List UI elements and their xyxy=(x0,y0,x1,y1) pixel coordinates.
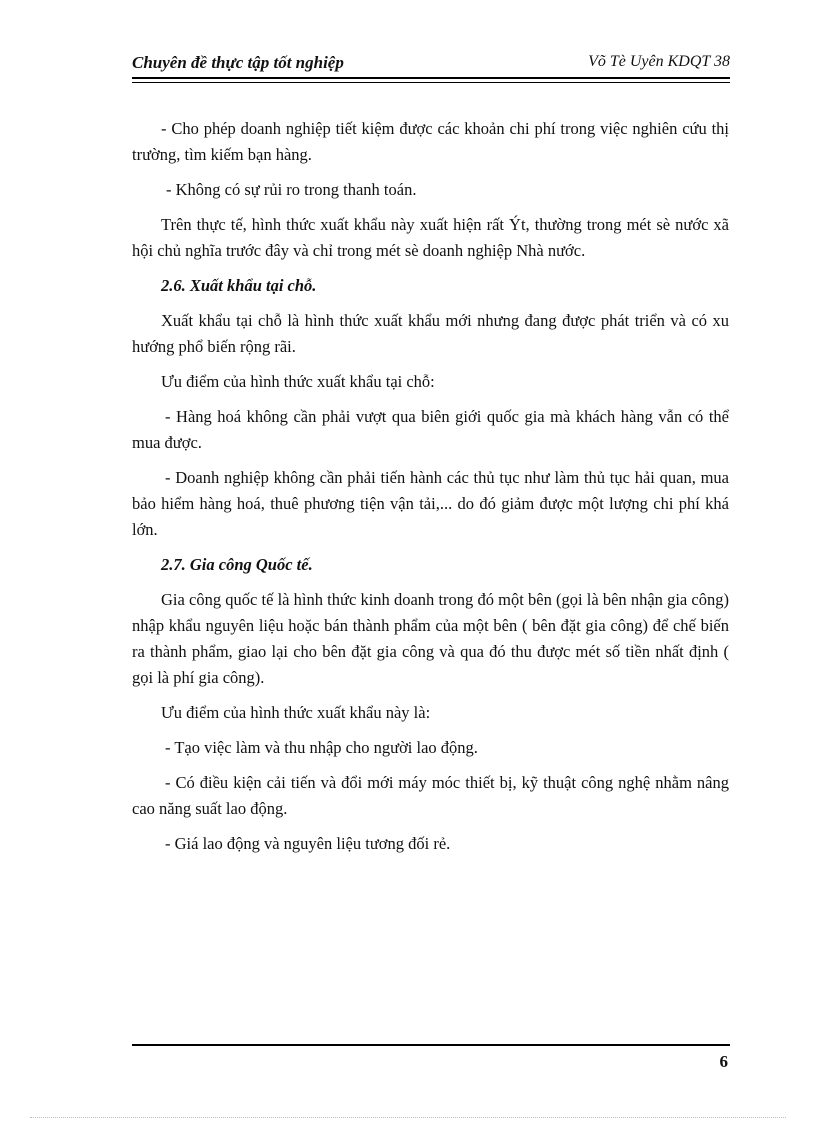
paragraph-7: - Doanh nghiệp không cần phải tiến hành các thủ tục như làm thủ tục hải quan, mua bảo hiểm hàng hoá, thuê phương tiện vận tải,... do đó giảm được một lượng chi phí khá lớn. xyxy=(132,468,729,539)
paragraph-1: - Cho phép doanh nghiệp tiết kiệm được các khoản chi phí trong việc nghiên cứu thị trường, tìm kiếm bạn hàng. xyxy=(132,119,729,164)
page-edge-dots xyxy=(30,1117,786,1118)
page-body xyxy=(132,116,729,866)
bullet-paragraph xyxy=(132,116,729,168)
paragraph-5: Ưu điểm của hình thức xuất khẩu tại chỗ: xyxy=(161,372,435,391)
header-author: Võ Tè Uyên KDQT 38 xyxy=(588,53,730,70)
page-number: 6 xyxy=(719,1052,728,1071)
paragraph-9: Ưu điểm của hình thức xuất khẩu này là: xyxy=(161,703,431,722)
footer-rule xyxy=(132,1044,730,1046)
page-header xyxy=(132,51,730,79)
header-title: Chuyên đề thực tập tốt nghiệp xyxy=(132,53,344,72)
paragraph-2: - Không có sự rủi ro trong thanh toán. xyxy=(166,180,417,199)
page-footer xyxy=(132,1044,730,1071)
section-heading-2-6: 2.6. Xuất khẩu tại chỗ. xyxy=(161,276,317,295)
section-heading-2-7: 2.7. Gia công Quốc tế. xyxy=(161,555,313,574)
paragraph-4: Xuất khẩu tại chỗ là hình thức xuất khẩu mới nhưng đang được phát triển và có xu hướng phổ biến rộng rãi. xyxy=(132,311,729,356)
paragraph-11: - Có điều kiện cải tiến và đổi mới máy móc thiết bị, kỹ thuật công nghệ nhằm nâng cao năng suất lao động. xyxy=(132,773,729,818)
paragraph-3: Trên thực tế, hình thức xuất khẩu này xuất hiện rất Ýt, thường trong mét sè nước xã hội chủ nghĩa trước đây và chỉ trong mét sè doanh nghiệp Nhà nước. xyxy=(132,215,729,260)
paragraph-10: - Tạo việc làm và thu nhập cho người lao động. xyxy=(165,738,478,757)
paragraph-8: Gia công quốc tế là hình thức kinh doanh trong đó một bên (gọi là bên nhận gia công) nhập khẩu nguyên liệu hoặc bán thành phẩm của một bên ( bên đặt gia công) để chế biến ra thành phẩm, giao lại cho bên đặt gia công và qua đó thu được mét số tiền nhất định ( gọi là phí gia công). xyxy=(132,590,729,687)
paragraph-6: - Hàng hoá không cần phải vượt qua biên giới quốc gia mà khách hàng vẫn có thể mua được. xyxy=(132,407,729,452)
paragraph-12: - Giá lao động và nguyên liệu tương đối rẻ. xyxy=(165,834,451,853)
header-rule xyxy=(132,82,730,83)
